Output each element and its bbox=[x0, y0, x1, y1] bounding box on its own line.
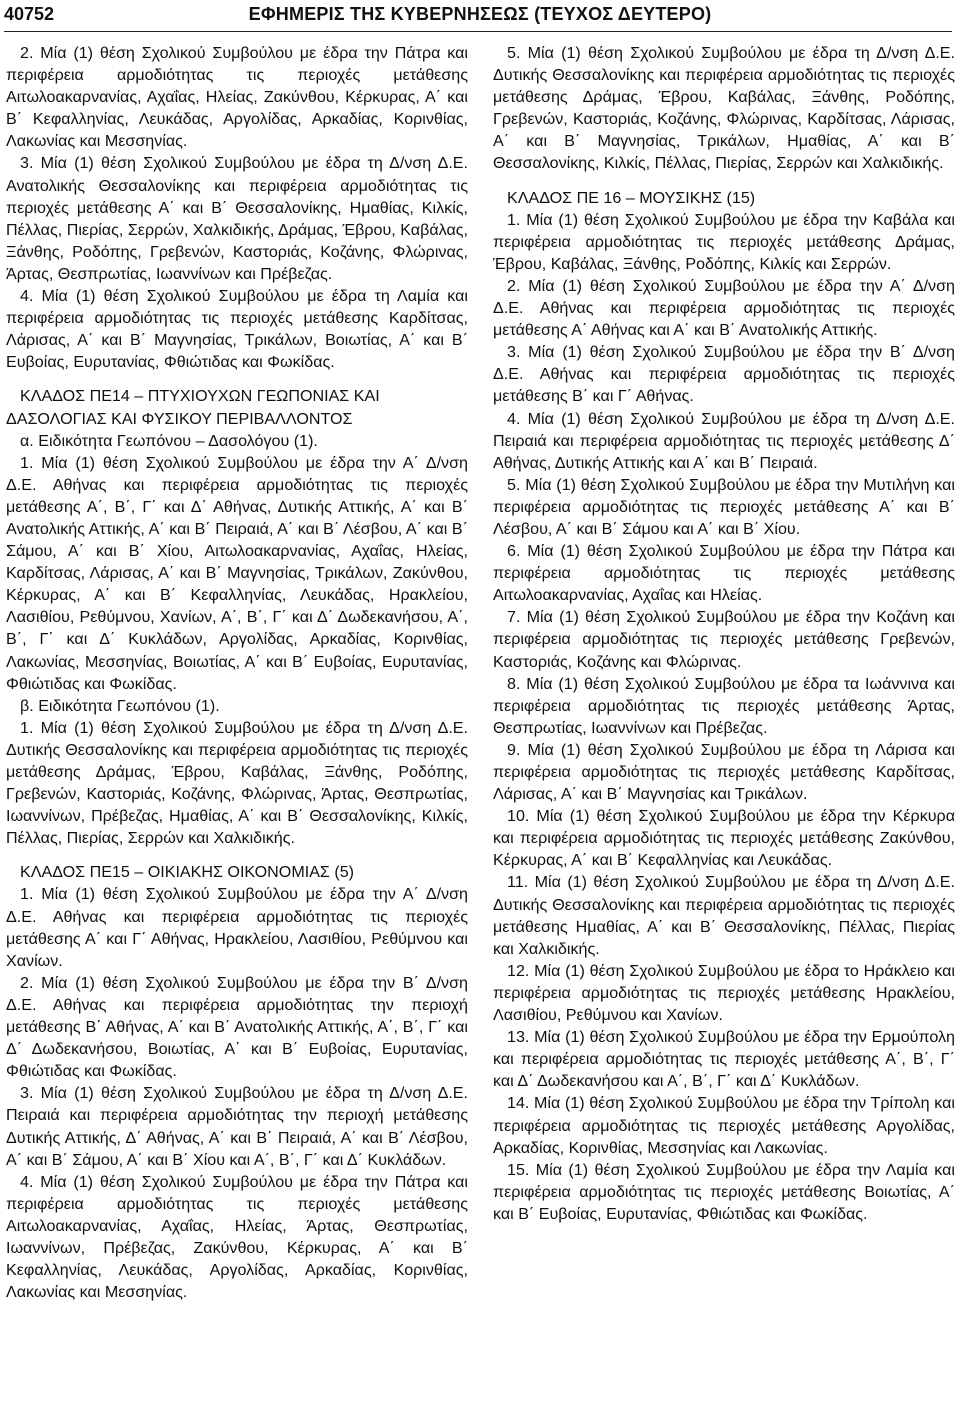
header-divider bbox=[4, 31, 952, 32]
left-column bbox=[6, 42, 468, 1303]
paragraph: 4. Μία (1) θέση Σχολικού Συμβούλου με έδρα τη Δ/νση Δ.Ε. Πειραιά και περιφέρεια αρμοδιότητας τις περιοχές μετάθεσης Δ΄ Αθήνας, Δυτικής Αττικής και Α΄ και Β΄ Πειραιά. bbox=[493, 409, 955, 472]
paragraph: 1. Μία (1) θέση Σχολικού Συμβούλου με έδρα τη Δ/νση Δ.Ε. Δυτικής Θεσσαλονίκης και περιφέρεια αρμοδιότητας τις περιοχές μετάθεσης Δράμας, Έβρου, Καβάλας, Ξάνθης, Ροδόπης, Γρεβενών, Καστοριάς, Κοζάνης, Φλώρινας, Άρτας, Θεσπρωτίας, Ιωαννίνων, Πρέβεζας, Ημαθίας, Α΄ και Β΄ Θεσσαλονίκης, Κιλκίς, Πέλλας, Πιερίας, Σερρών και Χαλκιδικής. bbox=[6, 718, 468, 848]
paragraph: 15. Μία (1) θέση Σχολικού Συμβούλου με έδρα την Λαμία και περιφέρεια αρμοδιότητας τις περιοχές μετάθεσης Βοιωτίας, Α΄ και Β΄ Ευβοίας, Ευρυτανίας, Φθιώτιδας και Φωκίδας. bbox=[493, 1160, 955, 1223]
paragraph: 11. Μία (1) θέση Σχολικού Συμβούλου με έδρα τη Δ/νση Δ.Ε. Δυτικής Θεσσαλονίκης και περιφέρεια αρμοδιότητας τις περιοχές μετάθεσης Ημαθίας, Α΄ και Β΄ Θεσσαλονίκης, Πέλλας, Πιερίας και Χαλκιδικής. bbox=[493, 873, 955, 958]
paragraph: 2. Μία (1) θέση Σχολικού Συμβούλου με έδρα την Πάτρα και περιφέρεια αρμοδιότητας τις περιοχές μετάθεσης Αιτωλοακαρνανίας, Αχαΐας, Ηλείας, Ζακύνθου, Κέρκυρας, Α΄ και Β΄ Κεφαλληνίας, Λευκάδας, Αργολίδας, Αρκαδίας, Κορινθίας, Λακωνίας και Μεσσηνίας. bbox=[6, 44, 468, 151]
paragraph: 1. Μία (1) θέση Σχολικού Συμβούλου με έδρα την Α΄ Δ/νση Δ.Ε. Αθήνας και περιφέρεια αρμοδιότητας τις περιοχές μετάθεσης Α΄ και Γ΄ Αθήνας, Ηρακλείου, Λασιθίου, Ρεθύμνου και Χανίων. bbox=[6, 885, 468, 970]
paragraph: 4. Μία (1) θέση Σχολικού Συμβούλου με έδρα τη Λαμία και περιφέρεια αρμοδιότητας τις περιοχές μετάθεσης Καρδίτσας, Λάρισας, Α΄ και Β΄ Μαγνησίας, Τρικάλων, Βοιωτίας, Α΄ και Β΄ Ευβοίας, Ευρυτανίας, Φθιώτιδας και Φωκίδας. bbox=[6, 287, 468, 372]
paragraph: 2. Μία (1) θέση Σχολικού Συμβούλου με έδρα την Α΄ Δ/νση Δ.Ε. Αθήνας και περιφέρεια αρμοδιότητας τις περιοχές μετάθεσης Α΄ Αθήνας και Α΄ και Β΄ Ανατολικής Αττικής. bbox=[493, 276, 955, 340]
section-heading: ΚΛΑΔΟΣ ΠΕ 16 – ΜΟΥΣΙΚΗΣ (15) bbox=[507, 188, 756, 207]
paragraph: 3. Μία (1) θέση Σχολικού Συμβούλου με έδρα τη Δ/νση Δ.Ε. Πειραιά και περιφέρεια αρμοδιότητας την περιοχή μετάθεσης Δυτικής Αττικής, Δ΄ Αθήνας, Α΄ και Β΄ Πειραιά, Α΄ και Β΄ Λέσβου, Α΄ και Β΄ Σάμου, Α΄ και Β΄ Χίου και Α΄, Β΄, Γ΄ και Δ΄ Κυκλάδων. bbox=[6, 1084, 468, 1169]
paragraph: 1. Μία (1) θέση Σχολικού Συμβούλου με έδρα την Καβάλα και περιφέρεια αρμοδιότητας τις περιοχές μετάθεσης Δράμας, Έβρου, Καβάλας, Ξάνθης, Ροδόπης, Κιλκίς και Σερρών. bbox=[493, 210, 955, 273]
paragraph: 5. Μία (1) θέση Σχολικού Συμβούλου με έδρα τη Δ/νση Δ.Ε. Δυτικής Θεσσαλονίκης και περιφέρεια αρμοδιότητας τις περιοχές μετάθεσης Δράμας, Έβρου, Καβάλας, Ξάνθης, Ροδόπης, Γρεβενών, Καστοριάς, Κοζάνης, Φλώρινας, Καρδίτσας, Λάρισας, Α΄ και Β΄ Μαγνησίας, Τρικάλων, Ημαθίας, Α΄ και Β΄ Θεσσαλονίκης, Κιλκίς, Πέλλας, Πιερίας, Σερρών και Χαλκιδικής. bbox=[493, 44, 955, 173]
paragraph: 1. Μία (1) θέση Σχολικού Συμβούλου με έδρα την Α΄ Δ/νση Δ.Ε. Αθήνας και περιφέρεια αρμοδιότητας τις περιοχές μετάθεσης Α΄, Β΄, Γ΄ και Δ΄ Αθήνας, Δυτικής Αττικής, Α΄ και Β΄ Ανατολικής Αττικής, Α΄ και Β΄ Πειραιά, Α΄ και Β΄ Λέσβου, Α΄ και Β΄ Σάμου, Α΄ και Β΄ Χίου, Αιτωλοακαρνανίας, Αχαΐας, Ηλείας, Καρδίτσας, Λάρισας, Α΄ και Β΄ Μαγνησίας, Τρικάλων, Ζακύνθου, Κέρκυρας, Α΄ και Β΄ Κεφαλληνίας, Λευκάδας, Ηρακλείου, Λασιθίου, Ρεθύμνου, Χανίων, Α΄, Β΄, Γ΄ και Δ΄ Δωδεκανήσου, Α΄, Β΄, Γ΄ και Δ΄ Κυκλάδων, Αργολίδας, Αρκαδίας, Κορινθίας, Λακωνίας, Μεσσηνίας, Βοιωτίας, Α΄ και Β΄ Ευβοίας, Ευρυτανίας, Φθιώτιδας και Φωκίδας. bbox=[6, 453, 468, 693]
section-heading: ΚΛΑΔΟΣ ΠΕ15 – ΟΙΚΙΑΚΗΣ ΟΙΚΟΝΟΜΙΑΣ (5) bbox=[20, 863, 355, 882]
paragraph: 13. Μία (1) θέση Σχολικού Συμβούλου με έδρα την Ερμούπολη και περιφέρεια αρμοδιότητας τις περιοχές μετάθεσης Α΄, Β΄, Γ΄ και Δ΄ Δωδεκανήσου και Α΄, Β΄, Γ΄ και Δ΄ Κυκλάδων. bbox=[493, 1028, 955, 1091]
page-header bbox=[4, 4, 956, 30]
subsection-heading: β. Ειδικότητα Γεωπόνου (1). bbox=[20, 696, 220, 715]
subsection-heading: α. Ειδικότητα Γεωπόνου – Δασολόγου (1). bbox=[20, 431, 318, 450]
right-column bbox=[493, 42, 955, 1225]
paragraph: 6. Μία (1) θέση Σχολικού Συμβούλου με έδρα την Πάτρα και περιφέρεια αρμοδιότητας τις περιοχές μετάθεσης Αιτωλοακαρνανίας, Αχαΐας και Ηλείας. bbox=[493, 542, 955, 605]
paragraph: 8. Μία (1) θέση Σχολικού Συμβούλου με έδρα τα Ιωάννινα και περιφέρεια αρμοδιότητας τις περιοχές μετάθεσης Άρτας, Θεσπρωτίας, Ιωαννίνων και Πρέβεζας. bbox=[493, 674, 955, 737]
section-heading: ΚΛΑΔΟΣ ΠΕ14 – ΠΤΥΧΙΟΥΧΩΝ ΓΕΩΠΟΝΙΑΣ ΚΑΙ ΔΑΣΟΛΟΓΙΑΣ ΚΑΙ ΦΥΣΙΚΟΥ ΠΕΡΙΒΑΛΛΟΝΤΟΣ bbox=[6, 387, 380, 428]
paragraph: 4. Μία (1) θέση Σχολικού Συμβούλου με έδρα την Πάτρα και περιφέρεια αρμοδιότητας τις περιοχές μετάθεσης Αιτωλοακαρνανίας, Αχαΐας, Ηλείας, Άρτας, Θεσπρωτίας, Ιωαννίνων, Πρέβεζας, Ζακύνθου, Κέρκυρας, Α΄ και Β΄ Κεφαλληνίας, Λευκάδας, Αργολίδας, Αρκαδίας, Κορινθίας, Λακωνίας και Μεσσηνίας. bbox=[6, 1172, 468, 1302]
gazette-title: ΕΦΗΜΕΡΙΣ ΤΗΣ ΚΥΒΕΡΝΗΣΕΩΣ (ΤΕΥΧΟΣ ΔΕΥΤΕΡΟ) bbox=[248, 4, 712, 24]
paragraph: 14. Μία (1) θέση Σχολικού Συμβούλου με έδρα την Τρίπολη και περιφέρεια αρμοδιότητας τις περιοχές μετάθεσης Αργολίδας, Αρκαδίας, Κορινθίας, Μεσσηνίας και Λακωνίας. bbox=[493, 1094, 955, 1157]
paragraph: 10. Μία (1) θέση Σχολικού Συμβούλου με έδρα την Κέρκυρα και περιφέρεια αρμοδιότητας τις περιοχές μετάθεσης Ζακύνθου, Κέρκυρας, Α΄ και Β΄ Κεφαλληνίας και Λευκάδας. bbox=[493, 807, 955, 870]
paragraph: 9. Μία (1) θέση Σχολικού Συμβούλου με έδρα τη Λάρισα και περιφέρεια αρμοδιότητας τις περιοχές μετάθεσης Καρδίτσας, Λάρισας, Α΄ και Β΄ Μαγνησίας και Τρικάλων. bbox=[493, 740, 955, 804]
paragraph: 5. Μία (1) θέση Σχολικού Συμβούλου με έδρα την Μυτιλήνη και περιφέρεια αρμοδιότητας τις περιοχές μετάθεσης Α΄ και Β΄ Λέσβου, Α΄ και Β΄ Σάμου και Α΄ και Β΄ Χίου. bbox=[493, 475, 955, 538]
page-number: 40752 bbox=[4, 4, 55, 24]
paragraph: 3. Μία (1) θέση Σχολικού Συμβούλου με έδρα την Β΄ Δ/νση Δ.Ε. Αθήνας και περιφέρεια αρμοδιότητας τις περιοχές μετάθεσης Β΄ και Γ΄ Αθήνας. bbox=[493, 343, 955, 406]
paragraph: 2. Μία (1) θέση Σχολικού Συμβούλου με έδρα την Β΄ Δ/νση Δ.Ε. Αθήνας και περιφέρεια αρμοδιότητας την περιοχή μετάθεσης Β΄ Αθήνας, Α΄ και Β΄ Ανατολικής Αττικής, Α΄, Β΄, Γ΄ και Δ΄ Δωδεκανήσου, Βοιωτίας, Α΄ και Β΄ Ευβοίας, Ευρυτανίας, Φθιώτιδας και Φωκίδας. bbox=[6, 973, 468, 1081]
paragraph: 12. Μία (1) θέση Σχολικού Συμβούλου με έδρα το Ηράκλειο και περιφέρεια αρμοδιότητας τις περιοχές μετάθεσης Ηρακλείου, Λασιθίου, Ρεθύμνου και Χανίων. bbox=[493, 961, 955, 1025]
paragraph: 7. Μία (1) θέση Σχολικού Συμβούλου με έδρα την Κοζάνη και περιφέρεια αρμοδιότητας τις περιοχές μετάθεσης Γρεβενών, Καστοριάς, Κοζάνης και Φλώρινας. bbox=[493, 608, 955, 671]
paragraph: 3. Μία (1) θέση Σχολικού Συμβούλου με έδρα τη Δ/νση Δ.Ε. Ανατολικής Θεσσαλονίκης και περιφέρεια αρμοδιότητας τις περιοχές μετάθεσης Α΄ και Β΄ Θεσσαλονίκης, Ημαθίας, Κιλκίς, Πέλλας, Πιερίας, Σερρών, Χαλκιδικής, Δράμας, Έβρου, Καβάλας, Ξάνθης, Ροδόπης, Γρεβενών, Καστοριάς, Κοζάνης, Φλώρινας, Άρτας, Θεσπρωτίας, Ιωαννίνων και Πρέβεζας. bbox=[6, 154, 468, 283]
